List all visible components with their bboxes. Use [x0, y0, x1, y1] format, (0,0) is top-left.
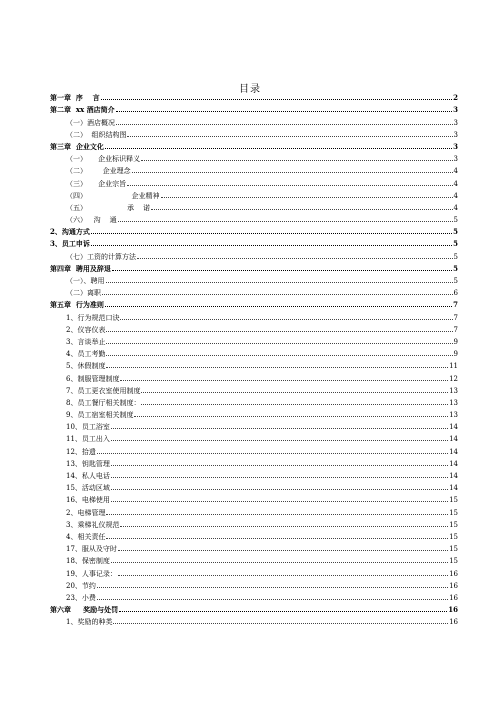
toc-dot-leader: [127, 185, 452, 186]
toc-entry[interactable]: [50, 139, 458, 151]
toc-dot-leader: [141, 392, 448, 393]
toc-entry-page-number: 5: [453, 252, 458, 261]
toc-dot-leader: [97, 453, 448, 454]
toc-dot-leader: [111, 477, 448, 478]
toc-entry-label: 15、活动区域: [66, 484, 110, 493]
toc-entry-label: 5、休假制度: [66, 362, 106, 371]
toc-entry-page-number: 12: [449, 374, 458, 383]
toc-entry[interactable]: [50, 358, 458, 370]
toc-entry-label: 8、员工餐厅相关制度：: [66, 398, 141, 407]
toc-entry-page-number: 15: [449, 557, 458, 566]
toc-entry-page-number: 5: [453, 239, 458, 249]
toc-entry-page-number: 2: [453, 93, 458, 103]
toc-dot-leader: [137, 258, 453, 259]
toc-dot-leader: [116, 124, 453, 125]
toc-entry[interactable]: [50, 590, 458, 602]
toc-entry-page-number: 16: [449, 569, 458, 578]
toc-entry[interactable]: [50, 346, 458, 358]
toc-entry[interactable]: [50, 578, 458, 590]
toc-dot-leader: [97, 599, 448, 600]
toc-entry-label: 14、私人电话: [66, 472, 110, 480]
toc-entry-label: 3、乘梯礼仪规范: [66, 520, 120, 529]
toc-entry-page-number: 9: [453, 350, 458, 359]
toc-entry-label: 19、人事记录：: [66, 569, 117, 578]
toc-entry[interactable]: [50, 175, 458, 187]
toc-entry-page-number: 13: [449, 398, 458, 407]
toc-entry[interactable]: [50, 529, 458, 541]
toc-entry-label: 第二章 xx 酒店简介: [50, 105, 115, 115]
toc-dot-leader: [141, 404, 448, 405]
toc-entry[interactable]: [50, 90, 458, 102]
toc-entry-page-number: 4: [453, 167, 458, 176]
toc-entry-page-number: 4: [453, 203, 458, 212]
toc-entry-label: 18、保密制度: [66, 557, 110, 566]
toc-entry-page-number: 16: [449, 593, 458, 602]
toc-entry[interactable]: [50, 431, 458, 443]
toc-title: 目录: [239, 84, 261, 95]
toc-entry-page-number: 3: [453, 105, 458, 115]
toc-entry[interactable]: [50, 334, 458, 346]
toc-entry[interactable]: [50, 285, 458, 297]
toc-entry-label: （七）工资的计算方法: [66, 252, 136, 261]
toc-entry-page-number: 15: [449, 508, 458, 517]
toc-entry[interactable]: [50, 468, 458, 480]
toc-entry[interactable]: [50, 443, 458, 455]
toc-entry-page-number: 3: [453, 118, 458, 127]
toc-entry-page-number: 9: [453, 337, 458, 346]
toc-entry-page-number: 15: [449, 520, 458, 529]
toc-entry-page-number: 5: [453, 263, 458, 273]
toc-dot-leader: [127, 136, 452, 137]
toc-dot-leader: [120, 526, 448, 527]
toc-dot-leader: [112, 270, 452, 271]
toc-entry[interactable]: [50, 261, 458, 273]
toc-dot-leader: [111, 489, 448, 490]
toc-dot-leader: [134, 416, 448, 417]
toc-entry-label: 3、员工申诉: [50, 239, 90, 249]
toc-entry[interactable]: [50, 602, 458, 614]
toc-entry-label: （一）、聘用: [66, 277, 105, 285]
toc-entry-label: 1、奖励的种类: [66, 618, 113, 627]
toc-entry-label: 第四章 聘用及辞退: [50, 263, 111, 273]
toc-entry-label: （二） 企业理念: [66, 167, 131, 176]
toc-entry-label: （二） 组织结构图: [66, 130, 127, 139]
toc-entry-page-number: 3: [453, 130, 458, 139]
toc-entry-label: 6、制服管理制度: [66, 374, 120, 383]
toc-entry-label: 4、员工考勤: [66, 350, 106, 359]
toc-dot-leader: [116, 111, 452, 112]
toc-entry-label: 17、服从及守时: [66, 545, 117, 554]
toc-entry-label: 10、员工浴室: [66, 423, 110, 432]
toc-entry[interactable]: [50, 456, 458, 468]
toc-entry-label: 第五章 行为准则: [50, 300, 104, 310]
toc-dot-leader: [106, 331, 452, 332]
toc-entry-page-number: 14: [449, 447, 458, 456]
toc-entry-page-number: 5: [453, 227, 458, 237]
toc-entry-page-number: 3: [453, 141, 458, 151]
toc-entry[interactable]: [50, 517, 458, 529]
toc-entry-label: （三） 企业宗旨: [66, 179, 127, 188]
toc-entry-page-number: 14: [449, 423, 458, 432]
toc-dot-leader: [111, 428, 448, 429]
toc-dot-leader: [106, 514, 448, 515]
toc-dot-leader: [106, 367, 448, 368]
toc-entry[interactable]: [50, 492, 458, 504]
toc-entry[interactable]: [50, 200, 458, 212]
toc-dot-leader: [111, 465, 448, 466]
toc-dot-leader: [91, 245, 452, 246]
toc-entry[interactable]: [50, 248, 458, 260]
toc-entry[interactable]: [50, 114, 458, 126]
toc-entry-label: 9、员工宿室相关制度: [66, 411, 134, 420]
toc-dot-leader: [106, 355, 452, 356]
toc-dot-leader: [119, 611, 447, 612]
toc-entry-page-number: 5: [453, 216, 458, 225]
toc-entry[interactable]: [50, 395, 458, 407]
toc-entry-page-number: 11: [449, 362, 458, 371]
toc-entry[interactable]: [50, 212, 458, 224]
toc-entry[interactable]: [50, 322, 458, 334]
toc-entry-label: 13、钥匙管理: [66, 459, 110, 468]
toc-dot-leader: [151, 209, 453, 210]
toc-entry[interactable]: [50, 541, 458, 553]
toc-entry[interactable]: [50, 127, 458, 139]
toc-entry-page-number: 5: [453, 277, 458, 285]
toc-entry[interactable]: [50, 163, 458, 175]
toc-entry-label: （五） 承 诺: [66, 203, 150, 212]
toc-entry[interactable]: [50, 407, 458, 419]
toc-entry[interactable]: [50, 297, 458, 309]
toc-entry-label: 2、沟通方式: [50, 227, 90, 237]
toc-dot-leader: [102, 294, 453, 295]
toc-entry-page-number: 7: [453, 313, 458, 322]
toc-entry-label: 第一章 序 言: [50, 93, 100, 103]
toc-entry-page-number: 4: [453, 179, 458, 188]
toc-entry-label: 23、小费: [66, 593, 96, 602]
table-of-contents: [50, 90, 458, 626]
toc-entry-label: 11、员工出入: [66, 435, 110, 444]
toc-entry[interactable]: [50, 370, 458, 382]
toc-entry-label: （四） 企业精神: [66, 191, 160, 200]
toc-entry-label: 第三章 企业文化: [50, 141, 104, 151]
toc-entry-label: 20、节约: [66, 581, 96, 590]
toc-dot-leader: [141, 160, 452, 161]
toc-entry-page-number: 7: [453, 325, 458, 334]
toc-entry-label: （一） 企业标识释义: [66, 155, 141, 164]
toc-dot-leader: [161, 197, 453, 198]
toc-dot-leader: [97, 587, 448, 588]
toc-entry[interactable]: [50, 236, 458, 248]
toc-entry[interactable]: [50, 102, 458, 114]
toc-entry[interactable]: [50, 614, 458, 626]
toc-entry-page-number: 16: [448, 605, 458, 615]
toc-entry-label: 4、相关责任: [66, 532, 106, 541]
toc-entry-page-number: 16: [449, 618, 458, 627]
toc-entry-page-number: 13: [449, 411, 458, 420]
toc-entry-page-number: 14: [449, 435, 458, 444]
toc-entry-label: 2、仪容仪表: [66, 325, 106, 334]
toc-entry[interactable]: [50, 188, 458, 200]
toc-entry-page-number: 15: [449, 532, 458, 541]
toc-entry-page-number: 15: [449, 545, 458, 554]
toc-entry[interactable]: [50, 553, 458, 565]
toc-entry-label: （六） 沟 通: [66, 216, 117, 225]
toc-dot-leader: [111, 440, 448, 441]
toc-entry-page-number: 14: [449, 484, 458, 493]
toc-entry-page-number: 4: [453, 191, 458, 200]
toc-entry-label: 16、电梯使用: [66, 496, 110, 505]
toc-entry[interactable]: [50, 309, 458, 321]
toc-entry-label: 12、拾遗: [66, 447, 96, 456]
toc-entry-page-number: 7: [453, 300, 458, 310]
toc-dot-leader: [105, 148, 452, 149]
toc-entry-label: 2、电梯管理: [66, 508, 106, 517]
toc-entry-label: 7、员工更衣室使用制度: [66, 386, 141, 395]
toc-dot-leader: [118, 575, 448, 576]
toc-entry-label: 第六章 奖励与处罚: [50, 605, 119, 615]
toc-entry-label: 1、行为规范口诀: [66, 313, 120, 322]
toc-entry[interactable]: [50, 419, 458, 431]
toc-entry[interactable]: [50, 151, 458, 163]
toc-entry[interactable]: [50, 273, 458, 285]
toc-dot-leader: [105, 306, 452, 307]
toc-entry[interactable]: [50, 383, 458, 395]
toc-entry[interactable]: [50, 224, 458, 236]
toc-entry-page-number: 16: [449, 581, 458, 590]
toc-entry-page-number: 6: [453, 289, 458, 298]
toc-entry[interactable]: [50, 565, 458, 577]
toc-dot-leader: [106, 343, 452, 344]
toc-entry-page-number: 14: [449, 459, 458, 468]
toc-dot-leader: [118, 221, 453, 222]
toc-entry-page-number: 3: [453, 155, 458, 164]
toc-dot-leader: [118, 550, 448, 551]
toc-dot-leader: [101, 99, 453, 100]
toc-entry[interactable]: [50, 504, 458, 516]
toc-entry[interactable]: [50, 480, 458, 492]
toc-dot-leader: [106, 282, 453, 283]
toc-dot-leader: [113, 623, 448, 624]
toc-entry-page-number: 14: [449, 472, 458, 480]
toc-dot-leader: [91, 233, 452, 234]
toc-entry-page-number: 15: [449, 496, 458, 505]
toc-entry-label: （一）酒店概况: [66, 118, 115, 127]
toc-dot-leader: [111, 562, 448, 563]
toc-dot-leader: [111, 501, 448, 502]
toc-entry-label: 3、言谈举止: [66, 337, 106, 346]
toc-dot-leader: [106, 538, 448, 539]
toc-dot-leader: [132, 172, 453, 173]
toc-entry-page-number: 13: [449, 386, 458, 395]
toc-entry-label: （二）离职: [66, 289, 101, 298]
toc-dot-leader: [120, 380, 448, 381]
toc-dot-leader: [120, 319, 452, 320]
